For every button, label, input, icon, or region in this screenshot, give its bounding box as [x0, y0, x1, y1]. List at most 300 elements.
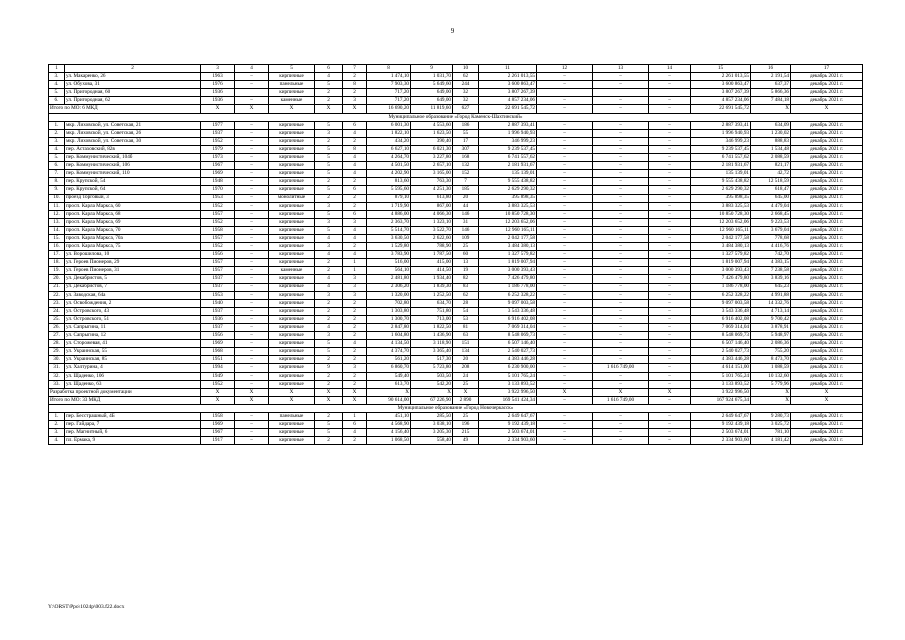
table-cell: 215 — [453, 429, 479, 437]
table-cell: 867,00 — [411, 202, 453, 210]
table-cell: – — [235, 356, 269, 364]
column-header: 9 — [411, 65, 453, 73]
table-cell: X — [315, 388, 343, 396]
table-cell: 1. — [49, 413, 65, 421]
table-cell: декабрь 2021 г. — [791, 267, 863, 275]
column-header: 1 — [49, 65, 65, 73]
table-cell: X — [269, 388, 315, 396]
table-cell: – — [649, 275, 691, 283]
table-cell: 134 — [453, 348, 479, 356]
table-cell: 44 — [453, 202, 479, 210]
table-cell: – — [235, 129, 269, 137]
table-cell: 10 850 728,30 — [479, 210, 537, 218]
table-cell: 2 668,45 — [751, 210, 791, 218]
table-cell: X — [537, 388, 593, 396]
table-cell: ул. Обухова, 31 — [65, 81, 201, 89]
table-cell: 8 — [343, 81, 367, 89]
table-cell: кирпичные — [269, 170, 315, 178]
table-cell: X — [235, 105, 269, 113]
table-cell: 4 568,90 — [367, 421, 411, 429]
table-cell: 2 306,20 — [367, 283, 411, 291]
table-cell: 3 118,90 — [411, 340, 453, 348]
table-row — [49, 226, 863, 234]
table-cell: X — [315, 396, 343, 404]
table-cell: – — [593, 340, 649, 348]
table-cell: 2 261 013,55 — [479, 73, 537, 81]
section-row — [49, 113, 863, 121]
table-cell: 4 134,50 — [367, 340, 411, 348]
total-row — [49, 396, 863, 404]
table-cell: 3 922 996,50 — [691, 388, 751, 396]
table-cell: 13. — [49, 218, 65, 226]
table-cell: X — [751, 105, 791, 113]
table-cell: кирпичные — [269, 154, 315, 162]
table-cell: 83 — [453, 283, 479, 291]
table-cell: 1917 — [201, 437, 235, 445]
table-cell: 2 649 647,67 — [479, 413, 537, 421]
table-cell: 2 — [343, 202, 367, 210]
table-cell: 1952 — [201, 202, 235, 210]
table-cell: – — [235, 437, 269, 445]
table-cell: 8 548 069,73 — [479, 332, 537, 340]
table-cell: 42,72 — [751, 170, 791, 178]
table-cell: X — [453, 388, 479, 396]
table-cell: 2 086,36 — [751, 340, 791, 348]
table-cell: – — [649, 121, 691, 129]
table-cell: – — [235, 340, 269, 348]
table-cell: 813,60 — [367, 178, 411, 186]
table-cell: 4 — [315, 324, 343, 332]
table-cell: 1 436,90 — [411, 332, 453, 340]
table-cell: 1 — [343, 259, 367, 267]
table-cell: 1 068,50 — [367, 437, 411, 445]
table-cell: 49 — [453, 437, 479, 445]
column-header: 14 — [649, 65, 691, 73]
table-cell: – — [537, 372, 593, 380]
table-cell: – — [235, 324, 269, 332]
table-cell: панельные — [269, 81, 315, 89]
table-cell: мкр. Лиховской, ул. Советская, 30 — [65, 137, 201, 145]
table-cell: – — [593, 226, 649, 234]
table-cell: каменные — [269, 97, 315, 105]
table-cell: кирпичные — [269, 121, 315, 129]
table-cell: – — [537, 299, 593, 307]
table-cell: 8 548 069,73 — [691, 332, 751, 340]
table-cell: – — [649, 437, 691, 445]
table-cell: – — [235, 283, 269, 291]
table-cell: 1937 — [201, 324, 235, 332]
table-cell: 135 139,01 — [479, 170, 537, 178]
table-cell: 2 — [315, 137, 343, 145]
table-cell: кирпичные — [269, 348, 315, 356]
table-cell: – — [537, 259, 593, 267]
table-cell: – — [649, 137, 691, 145]
table-cell: 2 334 903,60 — [691, 437, 751, 445]
table-cell: X — [343, 388, 367, 396]
table-cell: кирпичные — [269, 429, 315, 437]
table-cell: 3 365,40 — [411, 348, 453, 356]
table-cell: 5 — [315, 145, 343, 153]
table-cell: 132 — [453, 162, 479, 170]
table-cell: – — [537, 348, 593, 356]
table-cell: – — [593, 218, 649, 226]
table-cell: 3. — [49, 429, 65, 437]
table-cell: – — [537, 234, 593, 242]
table-cell: 2 — [315, 194, 343, 202]
table-cell: 9 192 439,18 — [479, 421, 537, 429]
table-cell: 1951 — [201, 356, 235, 364]
table-cell: 2. — [49, 129, 65, 137]
table-cell: 751,80 — [411, 307, 453, 315]
table-cell: просп. Карла Маркса, 70 — [65, 226, 201, 234]
table-cell: 1 186 778,00 — [691, 283, 751, 291]
table-cell: 649,00 — [411, 89, 453, 97]
table-cell: 1 230,02 — [751, 129, 791, 137]
table-cell: 9 223,53 — [751, 218, 791, 226]
table-cell: 2 — [315, 97, 343, 105]
table-cell: декабрь 2021 г. — [791, 202, 863, 210]
table-cell: – — [593, 186, 649, 194]
table-cell: 2 — [343, 332, 367, 340]
table-cell: 821,17 — [751, 162, 791, 170]
table-cell: 14. — [49, 226, 65, 234]
table-cell: ул. Заводская, 64а — [65, 291, 201, 299]
table-cell: пер. Гайдара, 7 — [65, 421, 201, 429]
column-header: 4 — [235, 65, 269, 73]
table-cell: 1. — [49, 121, 65, 129]
table-cell: – — [593, 372, 649, 380]
table-cell: 62 — [453, 73, 479, 81]
table-cell: 9. — [49, 186, 65, 194]
table-cell: – — [649, 356, 691, 364]
table-cell: – — [649, 194, 691, 202]
table-cell: 1 327 579,82 — [691, 251, 751, 259]
table-cell: 196 — [453, 421, 479, 429]
table-cell: – — [537, 356, 593, 364]
table-cell: 9 — [315, 364, 343, 372]
table-row — [49, 137, 863, 145]
table-cell: 346 999,23 — [691, 137, 751, 145]
table-cell: 627 — [453, 105, 479, 113]
table-cell: 4 479,04 — [751, 202, 791, 210]
table-cell: 12. — [49, 210, 65, 218]
table-cell: – — [593, 356, 649, 364]
table-cell: 1 787,50 — [411, 251, 453, 259]
table-cell: – — [235, 162, 269, 170]
table-cell: – — [235, 243, 269, 251]
table-cell: 1 822,50 — [411, 324, 453, 332]
table-cell: декабрь 2021 г. — [791, 413, 863, 421]
table-cell: 5 — [315, 226, 343, 234]
table-cell: 15. — [49, 234, 65, 242]
table-cell: 1936 — [201, 97, 235, 105]
table-cell: X — [201, 396, 235, 404]
table-cell: 4 — [315, 283, 343, 291]
table-cell: декабрь 2021 г. — [791, 364, 863, 372]
table-cell: – — [235, 202, 269, 210]
table-cell: X — [343, 396, 367, 404]
table-cell: декабрь 2021 г. — [791, 429, 863, 437]
table-cell: – — [537, 226, 593, 234]
table-cell: 1 616 749,00 — [593, 364, 649, 372]
table-cell: 3 922 996,50 — [479, 388, 537, 396]
table-cell: декабрь 2021 г. — [791, 137, 863, 145]
table-cell: – — [537, 194, 593, 202]
table-cell: 2 — [315, 437, 343, 445]
table-cell: 1967 — [201, 429, 235, 437]
table-cell: 12 203 652,06 — [691, 218, 751, 226]
table-cell: 5 — [315, 81, 343, 89]
table-cell: – — [593, 251, 649, 259]
table-cell: 1 529,80 — [367, 243, 411, 251]
table-cell: 713,00 — [411, 315, 453, 323]
table-cell: 1967 — [201, 162, 235, 170]
table-cell: 27. — [49, 332, 65, 340]
table-cell: – — [649, 251, 691, 259]
table-cell: 618,47 — [751, 186, 791, 194]
table-cell: 81 — [453, 324, 479, 332]
table-cell: 542,20 — [411, 380, 453, 388]
table-cell: кирпичные — [269, 421, 315, 429]
table-cell: 6 507 146,40 — [691, 340, 751, 348]
table-cell: 32 — [453, 97, 479, 105]
column-header: 6 — [315, 65, 343, 73]
table-cell: – — [593, 178, 649, 186]
table-cell: – — [593, 283, 649, 291]
table-cell: декабрь 2021 г. — [791, 299, 863, 307]
total-label: Итого по МО: 33 МКД — [49, 396, 201, 404]
table-cell: 4 713,14 — [751, 307, 791, 315]
table-cell: 2 — [343, 307, 367, 315]
table-cell: – — [649, 218, 691, 226]
table-row — [49, 194, 863, 202]
table-cell: – — [593, 145, 649, 153]
table-cell: пер. Бесстрашный, 4Б — [65, 413, 201, 421]
table-cell: декабрь 2021 г. — [791, 332, 863, 340]
table-cell: 717,20 — [367, 97, 411, 105]
table-cell: 1 839,30 — [411, 283, 453, 291]
table-cell: 5 — [315, 154, 343, 162]
table-cell: – — [235, 348, 269, 356]
table-cell: X — [751, 396, 791, 404]
table-cell: – — [537, 186, 593, 194]
table-row — [49, 267, 863, 275]
table-cell: пер. Коммунистический, 106 — [65, 162, 201, 170]
table-cell: 12 518,59 — [751, 178, 791, 186]
table-cell: 888,83 — [751, 137, 791, 145]
table-cell: 14 332,76 — [751, 299, 791, 307]
table-cell: 451,10 — [367, 413, 411, 421]
table-cell: мкр. Лиховской, ул. Советская, 26 — [65, 129, 201, 137]
table-cell: – — [649, 291, 691, 299]
table-cell: – — [649, 413, 691, 421]
column-header: 12 — [537, 65, 593, 73]
table-row — [49, 413, 863, 421]
table-cell: 2 191,54 — [751, 73, 791, 81]
table-cell: 3 133 893,52 — [691, 380, 751, 388]
table-cell: декабрь 2021 г. — [791, 226, 863, 234]
table-cell: ул. Щаденко, 63 — [65, 380, 201, 388]
table-cell: 1956 — [201, 251, 235, 259]
column-header: 13 — [593, 65, 649, 73]
table-cell: 22. — [49, 291, 65, 299]
table-cell: 1957 — [201, 234, 235, 242]
table-cell: 1969 — [201, 421, 235, 429]
table-cell: 4 — [343, 129, 367, 137]
table-cell: – — [235, 97, 269, 105]
table-cell: декабрь 2021 г. — [791, 89, 863, 97]
table-cell: 634,09 — [751, 121, 791, 129]
table-cell: 4 — [315, 251, 343, 259]
table-row — [49, 348, 863, 356]
table-row — [49, 372, 863, 380]
table-cell: 4 202,90 — [367, 170, 411, 178]
table-cell: 7 426 479,80 — [691, 275, 751, 283]
table-cell: – — [649, 364, 691, 372]
table-row — [49, 73, 863, 81]
table-cell: 3 — [343, 283, 367, 291]
table-cell: 1979 — [201, 145, 235, 153]
table-cell: кирпичные — [269, 251, 315, 259]
table-cell: 16 690,20 — [367, 105, 411, 113]
table-row — [49, 97, 863, 105]
table-cell: 1958 — [201, 413, 235, 421]
table-cell: 54 — [453, 307, 479, 315]
table-cell: декабрь 2021 г. — [791, 356, 863, 364]
table-cell: 2 — [343, 73, 367, 81]
table-cell: 3 038,10 — [411, 421, 453, 429]
table-cell: 5 — [315, 170, 343, 178]
table-cell: 2 — [343, 324, 367, 332]
table-cell: 763,30 — [411, 178, 453, 186]
table-cell: 33. — [49, 380, 65, 388]
table-row — [49, 170, 863, 178]
table-cell: декабрь 2021 г. — [791, 275, 863, 283]
table-cell: 28 — [453, 299, 479, 307]
table-cell: мкр. Лиховской, ул. Советская, 21 — [65, 121, 201, 129]
table-cell: X — [269, 105, 315, 113]
table-cell: – — [235, 429, 269, 437]
table-cell: 4 264,70 — [367, 154, 411, 162]
table-cell: – — [235, 218, 269, 226]
table-row — [49, 315, 863, 323]
table-cell: – — [649, 178, 691, 186]
table-cell: кирпичные — [269, 218, 315, 226]
table-cell: – — [593, 81, 649, 89]
table-cell: 60 — [453, 251, 479, 259]
table-cell: 2 042 177,58 — [479, 234, 537, 242]
table-cell: кирпичные — [269, 226, 315, 234]
table-cell: 1 323,10 — [411, 218, 453, 226]
table-row — [49, 275, 863, 283]
column-header: 17 — [791, 65, 863, 73]
table-cell: 2 649 647,67 — [691, 413, 751, 421]
table-cell: 1958 — [201, 226, 235, 234]
table-cell: – — [593, 97, 649, 105]
table-cell — [537, 89, 593, 97]
table-cell: – — [235, 251, 269, 259]
table-cell: 3 000 393,43 — [479, 267, 537, 275]
table-cell: 415,00 — [411, 259, 453, 267]
table-cell: – — [649, 307, 691, 315]
table-cell: 53 — [453, 315, 479, 323]
table-cell: – — [537, 178, 593, 186]
table-cell: 1968 — [201, 348, 235, 356]
table-cell: – — [649, 145, 691, 153]
table-cell: кирпичные — [269, 332, 315, 340]
table-cell: – — [649, 324, 691, 332]
table-cell: 2 847,80 — [367, 324, 411, 332]
table-cell: 3 205,30 — [411, 429, 453, 437]
table-cell: 2 — [343, 356, 367, 364]
table-cell: проезд Торговый, 3 — [65, 194, 201, 202]
table-cell: 2 334 903,60 — [479, 437, 537, 445]
table-cell: 3 878,91 — [751, 324, 791, 332]
table-cell: – — [593, 162, 649, 170]
table-cell: 4 — [343, 170, 367, 178]
table-cell: 2 — [343, 437, 367, 445]
table-cell: – — [593, 332, 649, 340]
table-cell: 5 866,36 — [751, 89, 791, 97]
total-row — [49, 388, 863, 396]
table-cell: 4 — [343, 429, 367, 437]
table-cell: – — [649, 226, 691, 234]
table-cell: декабрь 2021 г. — [791, 73, 863, 81]
table-cell: кирпичные — [269, 364, 315, 372]
table-cell: – — [537, 332, 593, 340]
table-cell: ул. Островского, 51 — [65, 315, 201, 323]
table-cell: декабрь 2021 г. — [791, 380, 863, 388]
table-cell: 2 — [343, 89, 367, 97]
table-cell: ул. Декабристов, 5 — [65, 275, 201, 283]
table-cell: 4 — [343, 234, 367, 242]
table-cell: – — [235, 226, 269, 234]
table-cell: – — [649, 348, 691, 356]
table-cell: – — [593, 348, 649, 356]
table-cell: 5 — [315, 340, 343, 348]
table-cell: X — [791, 388, 863, 396]
table-cell: пер. Крупской, 64 — [65, 186, 201, 194]
table-cell: – — [537, 421, 593, 429]
table-cell: кирпичные — [269, 210, 315, 218]
table-cell: 5 — [315, 121, 343, 129]
table-cell: 6 — [343, 421, 367, 429]
table-cell: – — [593, 194, 649, 202]
table-cell: 4 416,76 — [751, 243, 791, 251]
table-cell: 146 — [453, 210, 479, 218]
table-cell: 12 960 165,11 — [691, 226, 751, 234]
column-header: 15 — [691, 65, 751, 73]
table-cell: 3 783,90 — [367, 251, 411, 259]
table-cell: 167 924 675,34 — [691, 396, 751, 404]
table-cell: – — [649, 210, 691, 218]
table-cell: – — [537, 154, 593, 162]
table-cell: кирпичные — [269, 178, 315, 186]
table-cell: 5 779,96 — [751, 380, 791, 388]
table-cell: 2 503 674,01 — [479, 429, 537, 437]
table-cell: 28. — [49, 340, 65, 348]
table-cell: X — [791, 396, 863, 404]
table-row — [49, 178, 863, 186]
table-cell: ул. Героев Пионеров, 31 — [65, 267, 201, 275]
table-cell: 3 — [343, 218, 367, 226]
table-cell: 3 — [343, 275, 367, 283]
table-cell: 742,70 — [751, 251, 791, 259]
table-cell: 3 227,80 — [411, 154, 453, 162]
table-cell: 2 — [315, 413, 343, 421]
table-cell: – — [537, 170, 593, 178]
table-cell: 3 600 863,47 — [691, 81, 751, 89]
